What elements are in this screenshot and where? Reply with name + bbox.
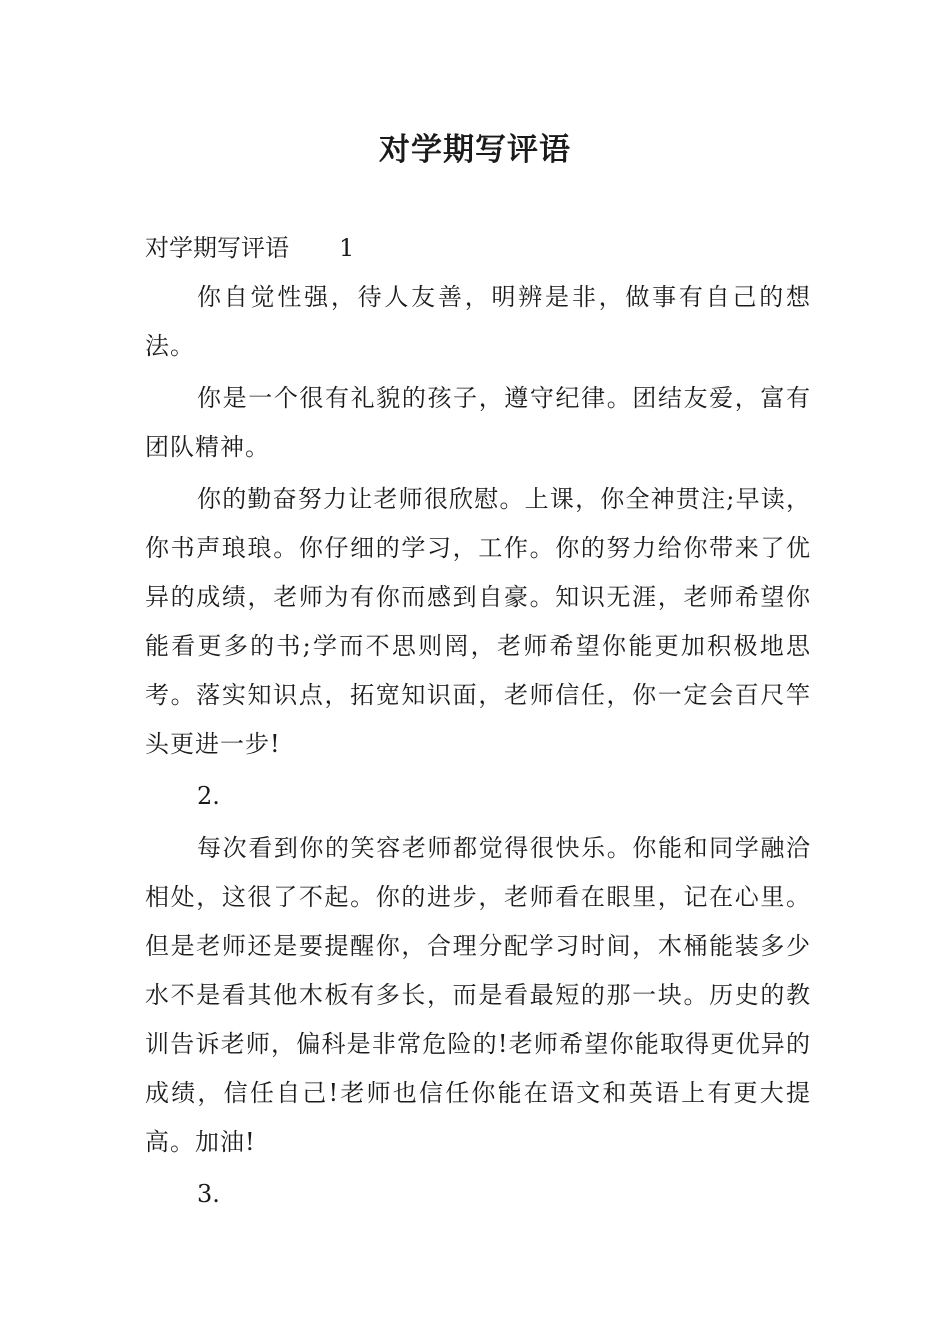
paragraph-3: 你的勤奋努力让老师很欣慰。上课，你全神贯注;早读，你书声琅琅。你仔细的学习，工作。你的努力给你带来了优异的成绩，老师为有你而感到自豪。知识无涯，老师希望你能看更多的书;学而不思则罔，老师希望你能更加积极地思考。落实知识点，拓宽知识面，老师信任，你一定会百尺竿头更进一步! <box>145 485 811 758</box>
section-heading-label: 对学期写评语 <box>145 234 289 262</box>
section-heading <box>145 224 811 273</box>
document-body <box>145 224 811 1222</box>
item-number-2: 2. <box>197 782 220 810</box>
paragraph-1: 你自觉性强，待人友善，明辨是非，做事有自己的想法。 <box>145 283 811 360</box>
document-title: 对学期写评语 <box>379 132 571 168</box>
item-number-3: 3. <box>197 1180 220 1208</box>
paragraph-2: 你是一个很有礼貌的孩子，遵守纪律。团结友爱，富有团队精神。 <box>145 384 811 461</box>
section-heading-number: 1 <box>339 234 355 262</box>
paragraph-4: 每次看到你的笑容老师都觉得很快乐。你能和同学融洽相处，这很了不起。你的进步，老师看在眼里，记在心里。但是老师还是要提醒你，合理分配学习时间，木桶能装多少水不是看其他木板有多长，而是看最短的那一块。历史的教训告诉老师，偏科是非常危险的!老师希望你能取得更优异的成绩，信任自己!老师也信任你能在语文和英语上有更大提高。加油! <box>145 834 811 1156</box>
